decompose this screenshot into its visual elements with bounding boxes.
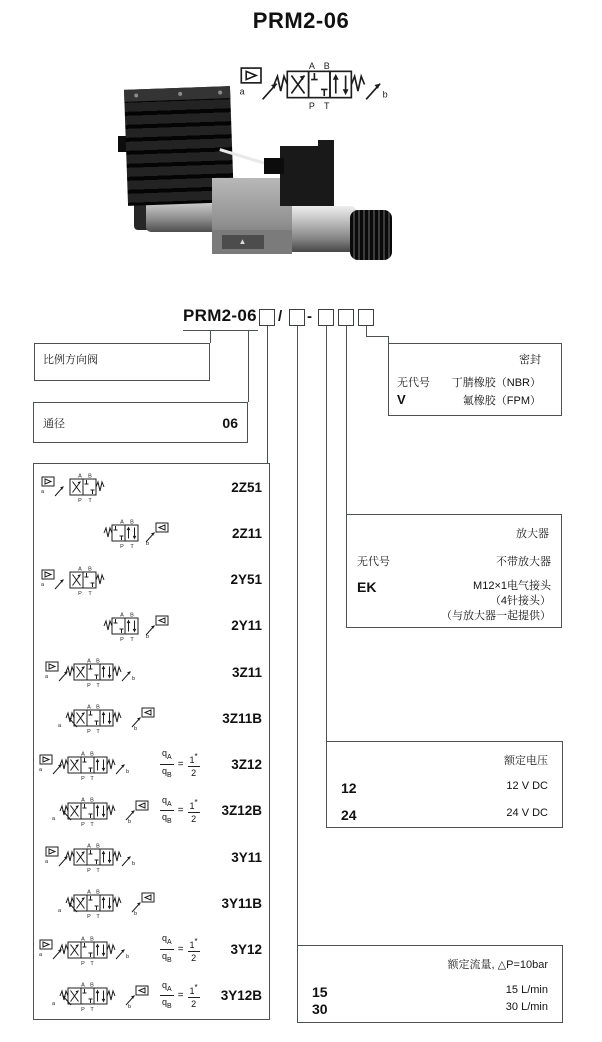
connector-line-flow <box>297 326 298 945</box>
ordering-code-prefix: PRM2-06 <box>183 306 257 325</box>
spool-row <box>34 695 269 741</box>
spool-code: 3Y12B <box>220 988 262 1004</box>
connector-line-amplifier <box>346 326 347 514</box>
amplifier-code: EK <box>357 579 377 595</box>
amplifier-title: 放大器 <box>516 528 549 540</box>
amplifier-box <box>346 514 562 628</box>
spool-code: 2Z11 <box>231 525 262 541</box>
flow-row <box>312 1001 548 1017</box>
voltage-box <box>326 741 563 828</box>
flow-row <box>312 984 548 1000</box>
spool-row <box>34 557 269 603</box>
spool-symbol-3z11b <box>44 702 156 734</box>
ordering-separator-slash: / <box>278 308 283 325</box>
spool-table <box>33 463 270 1020</box>
spool-symbol-3y12 <box>38 934 150 966</box>
spool-row <box>34 603 269 649</box>
voltage-row <box>341 780 548 796</box>
ordering-box-1 <box>259 309 275 326</box>
spool-row <box>34 880 269 926</box>
ordering-box-5 <box>358 309 374 326</box>
flow-ratio-formula: $\frac{q_A}{q_B}$ = $\frac{1*}{2}$ <box>162 933 198 964</box>
amplifier-row <box>357 553 551 569</box>
connector-line-spool <box>267 326 268 463</box>
valve-type-label: 比例方向阀 <box>43 354 98 366</box>
ordering-box-4 <box>338 309 354 326</box>
size-box <box>33 402 248 443</box>
amplifier-desc-line: （4针接头） <box>489 595 551 607</box>
spool-code: 3Z11 <box>231 664 262 680</box>
flow-desc: 15 L/min <box>505 984 548 996</box>
voltage-title: 额定电压 <box>504 755 548 767</box>
seal-row <box>397 374 553 390</box>
spool-row <box>34 742 269 788</box>
spool-code: 3Z12 <box>231 757 262 773</box>
ordering-box-3 <box>318 309 334 326</box>
flow-ratio-formula: $\frac{q_A}{q_B}$ = $\frac{1*}{2}$ <box>162 794 198 826</box>
amplifier-top-plate <box>124 86 230 102</box>
amplifier-code: 无代号 <box>357 556 390 568</box>
adjustment-knob <box>350 210 392 260</box>
spool-symbol-3z11 <box>44 656 156 688</box>
din-connector <box>280 146 334 206</box>
seal-desc: 氟橡胶（FPM） <box>462 395 541 407</box>
spool-symbol-2z11 <box>82 517 178 549</box>
voltage-code: 12 <box>341 780 357 796</box>
spool-row <box>34 927 269 973</box>
valve-schematic-drawing <box>238 58 422 111</box>
voltage-row <box>341 807 548 823</box>
spool-code: 3Y12 <box>230 942 262 958</box>
ordering-separator-dash: - <box>307 308 312 325</box>
connector-line-valve-type <box>210 330 211 343</box>
voltage-code: 24 <box>341 807 357 823</box>
spool-row <box>34 973 269 1019</box>
spool-symbol-2y51 <box>40 564 136 596</box>
amplifier-desc: 不带放大器 <box>496 556 551 568</box>
connector-line-size <box>248 330 249 402</box>
connector-line <box>183 330 258 331</box>
size-value: 06 <box>222 414 238 431</box>
spool-rows <box>34 464 269 1019</box>
spool-code: 2Z51 <box>231 479 262 495</box>
spool-row <box>34 510 269 556</box>
spool-symbol-3y11b <box>44 887 156 919</box>
size-label: 通径 <box>43 417 65 430</box>
seals-box <box>388 343 562 416</box>
seal-row <box>397 392 553 408</box>
spool-row <box>34 464 269 510</box>
spool-code: 3Z12B <box>221 803 262 819</box>
cable-gland <box>264 158 284 174</box>
spool-code: 3Y11 <box>231 849 262 865</box>
spool-code: 3Z11B <box>222 710 262 726</box>
spool-code: 3Y11B <box>221 895 262 911</box>
connector-line-voltage <box>326 326 327 741</box>
spool-row <box>34 649 269 695</box>
spool-code: 2Y51 <box>230 572 262 588</box>
spool-symbol-3z12b <box>38 795 150 827</box>
spool-symbol-3y11 <box>44 841 156 873</box>
spool-symbol-3y12b <box>38 980 150 1012</box>
spool-row <box>34 834 269 880</box>
seal-code: V <box>397 392 406 407</box>
flow-box <box>297 945 563 1023</box>
flow-code: 30 <box>312 1001 328 1017</box>
ordering-box-2 <box>289 309 305 326</box>
spool-symbol-3z12 <box>38 749 150 781</box>
valve-type-box <box>34 343 210 381</box>
solenoid-tube-right <box>288 206 356 252</box>
spool-symbol-2z51 <box>40 471 136 503</box>
page-title: PRM2-06 <box>252 8 350 33</box>
amplifier-desc <box>441 579 551 624</box>
voltage-desc: 24 V DC <box>506 807 548 819</box>
seals-title: 密封 <box>519 354 541 366</box>
amplifier-desc-line: M12×1电气接头 <box>473 580 551 592</box>
flow-desc: 30 L/min <box>505 1001 548 1013</box>
seal-desc: 丁腈橡胶（NBR） <box>451 377 541 389</box>
spool-row <box>34 788 269 834</box>
amplifier-row <box>357 579 551 624</box>
flow-title: 额定流量, △P=10bar <box>447 959 548 971</box>
voltage-desc: 12 V DC <box>506 780 548 792</box>
flow-ratio-formula: $\frac{q_A}{q_B}$ = $\frac{1*}{2}$ <box>162 748 198 779</box>
flow-code: 15 <box>312 984 328 1000</box>
amplifier-desc-line: （与放大器一起提供） <box>441 610 551 622</box>
connector-step <box>318 140 334 150</box>
spool-code: 2Y11 <box>231 618 262 634</box>
spool-symbol-2y11 <box>82 610 178 642</box>
logo-plate: ▲ <box>222 235 264 249</box>
connector-line-seal-b <box>366 336 389 337</box>
flow-ratio-formula: $\frac{q_A}{q_B}$ = $\frac{1*}{2}$ <box>162 979 198 1011</box>
seal-code: 无代号 <box>397 377 430 389</box>
